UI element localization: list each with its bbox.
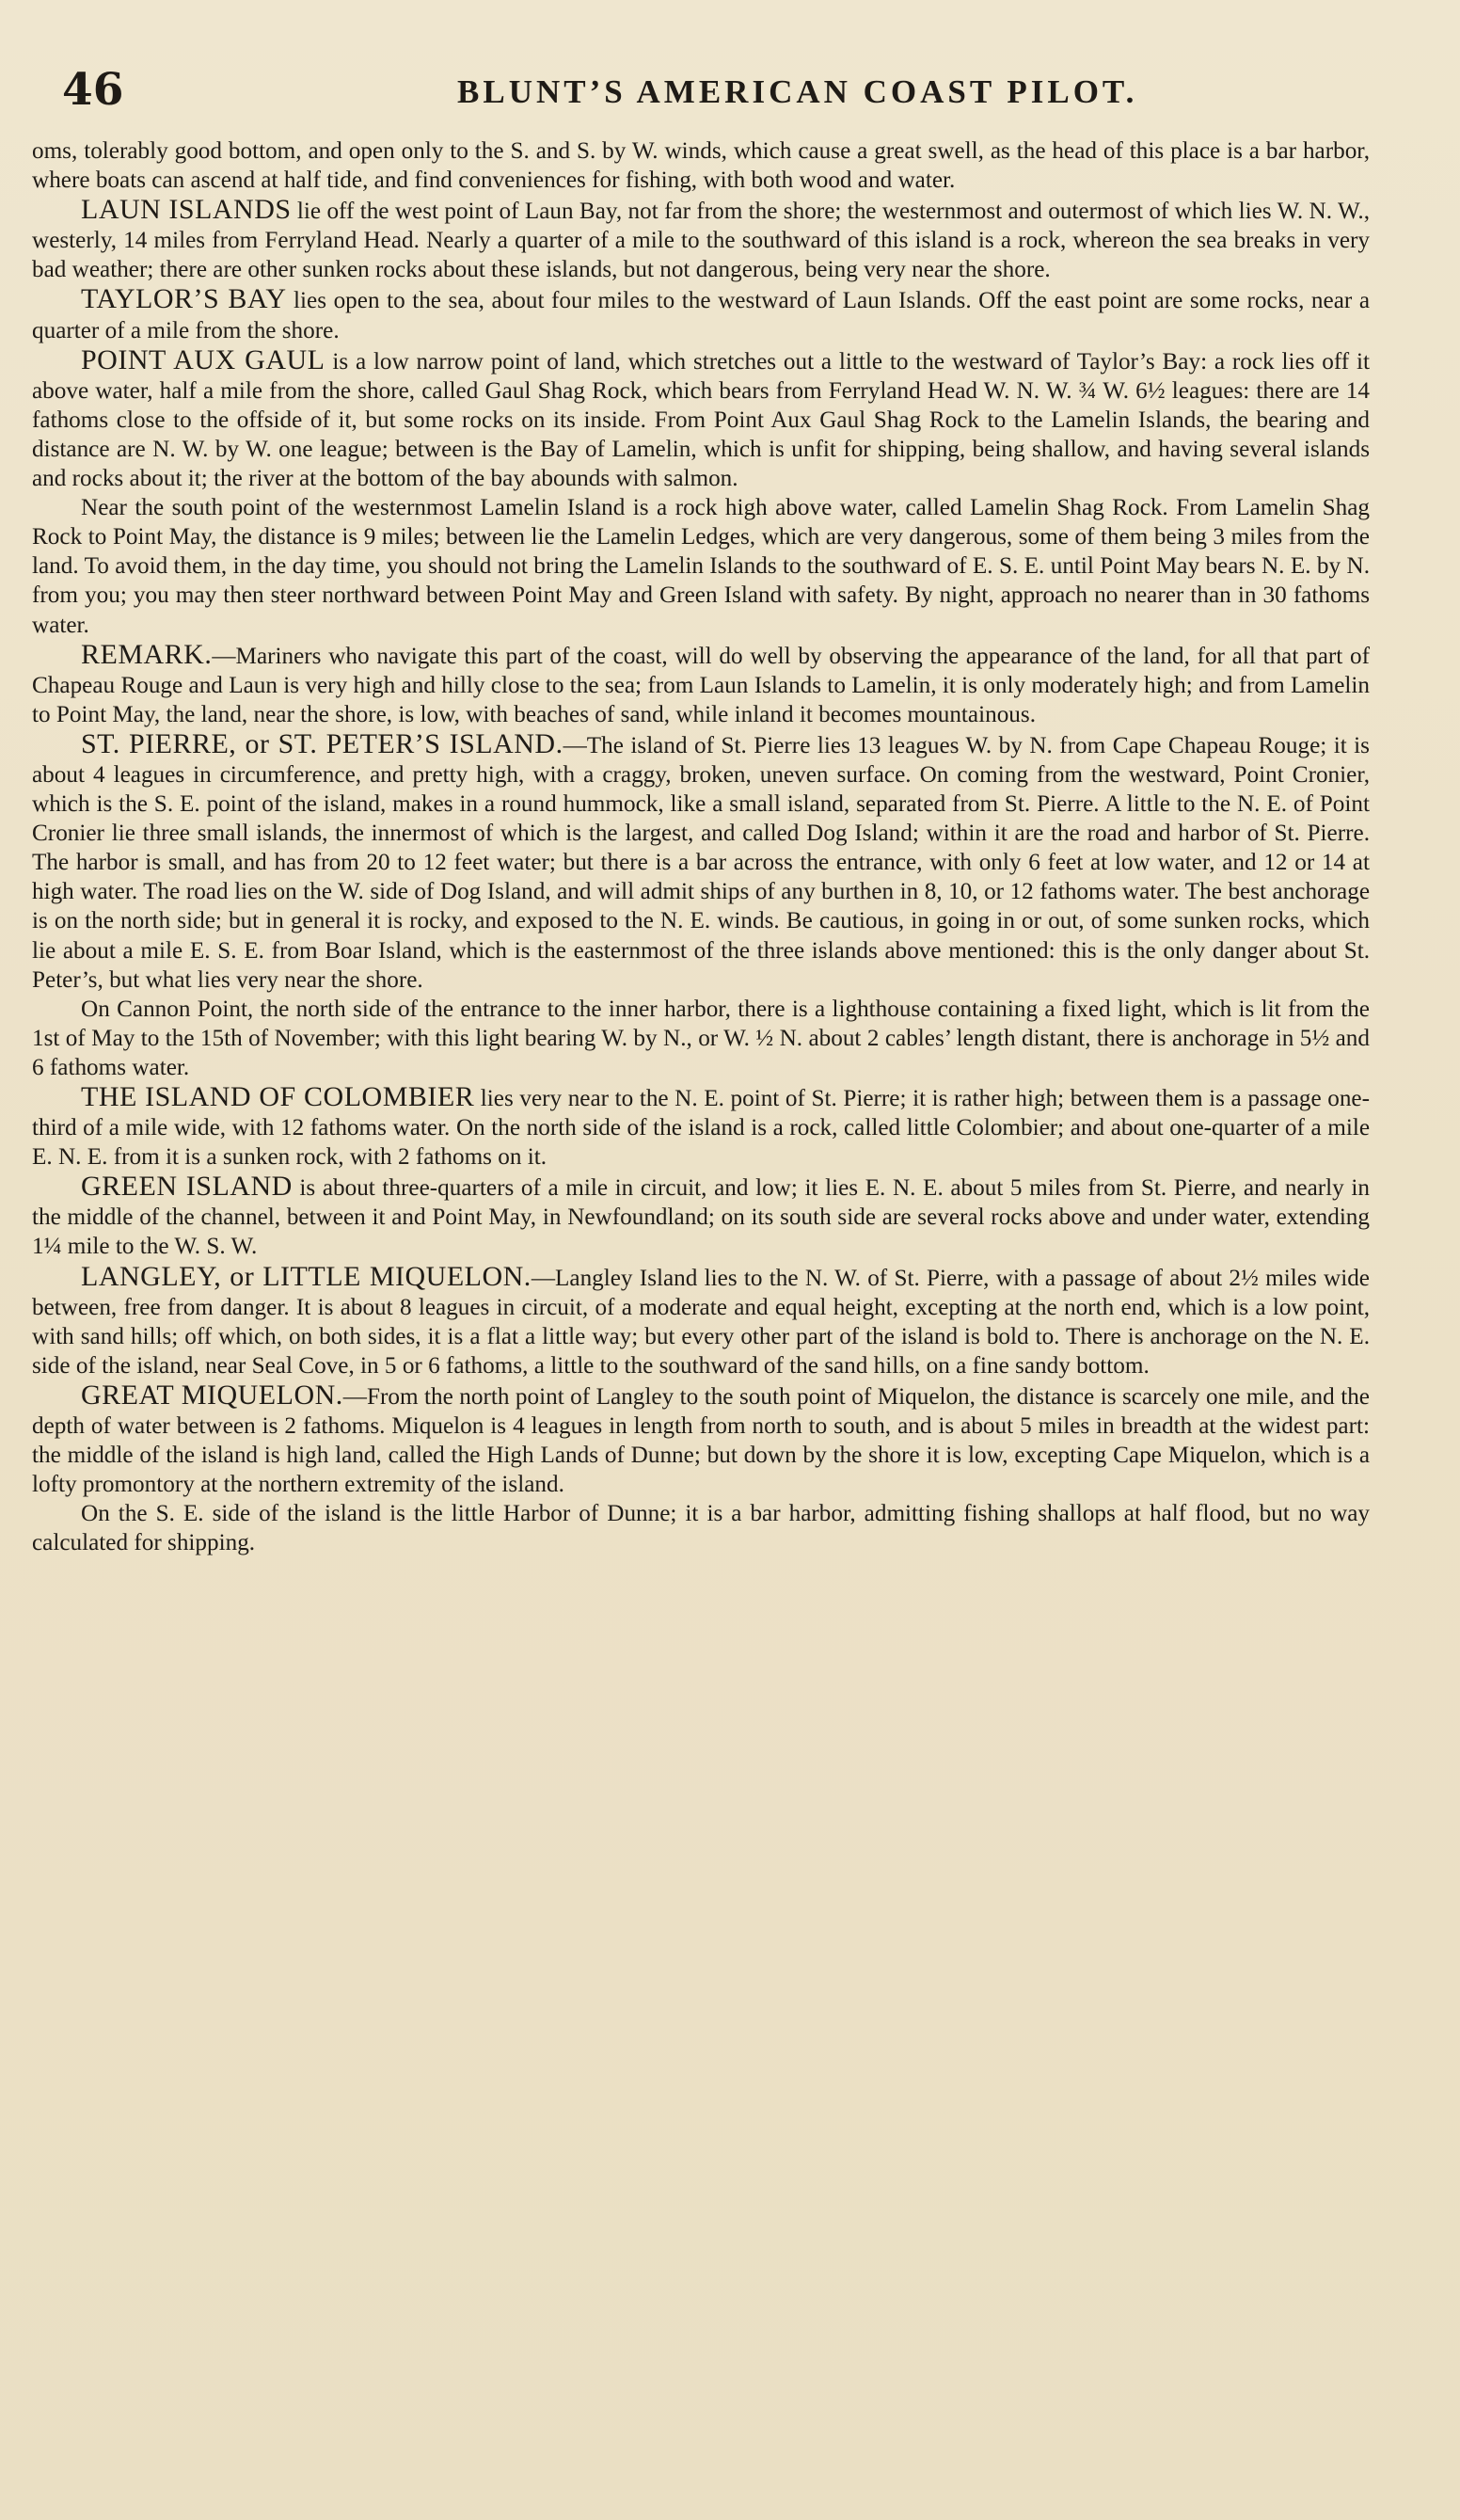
section-heading: THE ISLAND OF COLOMBIER [81, 1081, 475, 1112]
paragraph-text: On Cannon Point, the north side of the entrance to the inner harbor, there is a lighthouse containing a fixed light, which is lit from the 1st of May to the 15th of November; with this light bearing W. by N., or W. ½ N. about 2 cables’ length distant, there is anchorage in 5½ and 6 fathoms water. [32, 996, 1370, 1080]
paragraph-text: lie off the west point of Laun Bay, not far from the shore; the westernmost and outermost of which lies W. N. W., westerly, 14 miles from Ferryland Head. Nearly a quarter of a mile to the southward of this island is a rock, whereon the sea breaks in very bad weather; there are other sunken rocks about these islands, but not dangerous, being very near the shore. [32, 199, 1370, 283]
body-text [32, 136, 1370, 1558]
paragraph-text: lies open to the sea, about four miles to the westward of Laun Islands. Off the east point are some rocks, near a quarter of a mile from the shore. [32, 288, 1370, 343]
paragraph [32, 284, 1370, 344]
running-title: BLUNT’S AMERICAN COAST PILOT. [457, 73, 1138, 110]
section-heading: LAUN ISLANDS [81, 194, 292, 226]
paragraph [32, 1499, 1370, 1557]
paragraph [32, 195, 1370, 284]
section-heading: POINT AUX GAUL [81, 343, 325, 375]
paragraph [32, 1082, 1370, 1172]
page-number: 46 [62, 64, 124, 116]
paragraph-text: Near the south point of the westernmost Lamelin Island is a rock high above water, called Lamelin Shag Rock. From Lamelin Shag Rock to Point May, the distance is 9 miles; between lie the Lamelin Ledges, which are very dangerous, some of them being 3 miles from the land. To avoid them, in the day time, you should not bring the Lamelin Islands to the southward of E. S. E. until Point May bears N. E. by N. from you; you may then steer northward between Point May and Green Island with safety. By night, approach no nearer than in 30 fathoms water. [32, 495, 1370, 638]
paragraph-text: —Langley Island lies to the N. W. of St. Pierre, with a passage of about 2½ miles wide between, free from danger. It is about 8 leagues in circuit, of a moderate and equal height, excepting at the north end, which is a low point, with sand hills; off which, on both sides, it is a flat a little way; but every other part of the island is bold to. There is anchorage on the N. E. side of the island, near Seal Cove, in 5 or 6 fathoms, a little to the southward of the sand hills, on a fine sandy bottom. [32, 1265, 1370, 1379]
paragraph [32, 729, 1370, 995]
paragraph-text: On the S. E. side of the island is the little Harbor of Dunne; it is a bar harbor, admitting fishing shallops at half flood, but no way calculated for shipping. [32, 1501, 1370, 1556]
paragraph-text: —The island of St. Pierre lies 13 leagues W. by N. from Cape Chapeau Rouge; it is about 4 leagues in circumference, and pretty high, with a craggy, broken, uneven surface. On coming from the westward, Point Cronier, which is the S. E. point of the island, makes in a round hummock, like a small island, separated from St. Pierre. A little to the N. E. of Point Cronier lie three small islands, the innermost of which is the largest, and called Dog Island; within it are the road and harbor of St. Pierre. The harbor is small, and has from 20 to 12 feet water; but there is a bar across the entrance, with only 6 feet at low water, and 12 or 14 at high water. The road lies on the W. side of Dog Island, and will admit ships of any burthen in 8, 10, or 12 fathoms water. The best anchorage is on the north side; but in general it is rocky, and exposed to the N. E. winds. Be cautious, in going in or out, of some sunken rocks, which lie about a mile E. S. E. from Boar Island, which is the easternmost of the three islands above mentioned: this is the only danger about St. Peter’s, but what lies very near the shore. [32, 732, 1370, 993]
section-heading: ST. PIERRE, or ST. PETER’S ISLAND. [81, 727, 563, 759]
section-heading: GREAT MIQUELON. [81, 1379, 343, 1411]
section-heading: LANGLEY, or LITTLE MIQUELON. [81, 1260, 532, 1292]
paragraph [32, 1172, 1370, 1261]
paragraph [32, 136, 1370, 195]
paragraph [32, 1380, 1370, 1499]
section-heading: REMARK. [81, 638, 213, 670]
section-heading: GREEN ISLAND [81, 1171, 293, 1203]
paragraph-text: is about three-quarters of a mile in circuit, and low; it lies E. N. E. about 5 miles from St. Pierre, and nearly in the middle of the channel, between it and Point May, in Newfoundland; on its south side are several rocks above and under water, extending 1¼ mile to the W. S. W. [32, 1175, 1370, 1260]
section-heading: TAYLOR’S BAY [81, 283, 287, 315]
paragraph [32, 345, 1370, 493]
paragraph-text: lies very near to the N. E. point of St. Pierre; it is rather high; between them is a passage one-third of a mile wide, with 12 fathoms water. On the north side of the island is a rock, called little Colombier; and about one-quarter of a mile E. N. E. from it is a sunken rock, with 2 fathoms on it. [32, 1086, 1370, 1171]
paragraph [32, 995, 1370, 1082]
paragraph [32, 1262, 1370, 1380]
paragraph-text: —From the north point of Langley to the south point of Miquelon, the distance is scarcely one mile, and the depth of water between is 2 fathoms. Miquelon is 4 leagues in length from north to south, and is about 5 miles in breadth at the widest part: the middle of the island is high land, called the High Lands of Dunne; but down by the shore it is low, excepting Cape Miquelon, which is a lofty promontory at the northern extremity of the island. [32, 1383, 1370, 1498]
paragraph-text: oms, tolerably good bottom, and open only to the S. and S. by W. winds, which cause a great swell, as the head of this place is a bar harbor, where boats can ascend at half tide, and find conveniences for fishing, with both wood and water. [32, 138, 1370, 194]
paragraph [32, 493, 1370, 639]
paragraph-text: is a low narrow point of land, which stretches out a little to the westward of Taylor’s Bay: a rock lies off it above water, half a mile from the shore, called Gaul Shag Rock, which bears from Ferryland Head W. N. W. ¾ W. 6½ leagues: there are 14 fathoms close to the offside of it, but some rocks on its inside. From Point Aux Gaul Shag Rock to the Lamelin Islands, the bearing and distance are N. W. by W. one league; between is the Bay of Lamelin, which is unfit for shipping, being shallow, and having several islands and rocks about it; the river at the bottom of the bay abounds with salmon. [32, 348, 1370, 492]
page-header [62, 62, 1402, 119]
paragraph-text: —Mariners who navigate this part of the coast, will do well by observing the appearance of the land, for all that part of Chapeau Rouge and Laun is very high and hilly close to the sea; from Laun Islands to Lamelin, it is only moderately high; and from Lamelin to Point May, the land, near the shore, is low, with beaches of sand, while inland it becomes mountainous. [32, 643, 1370, 727]
paragraph [32, 640, 1370, 729]
